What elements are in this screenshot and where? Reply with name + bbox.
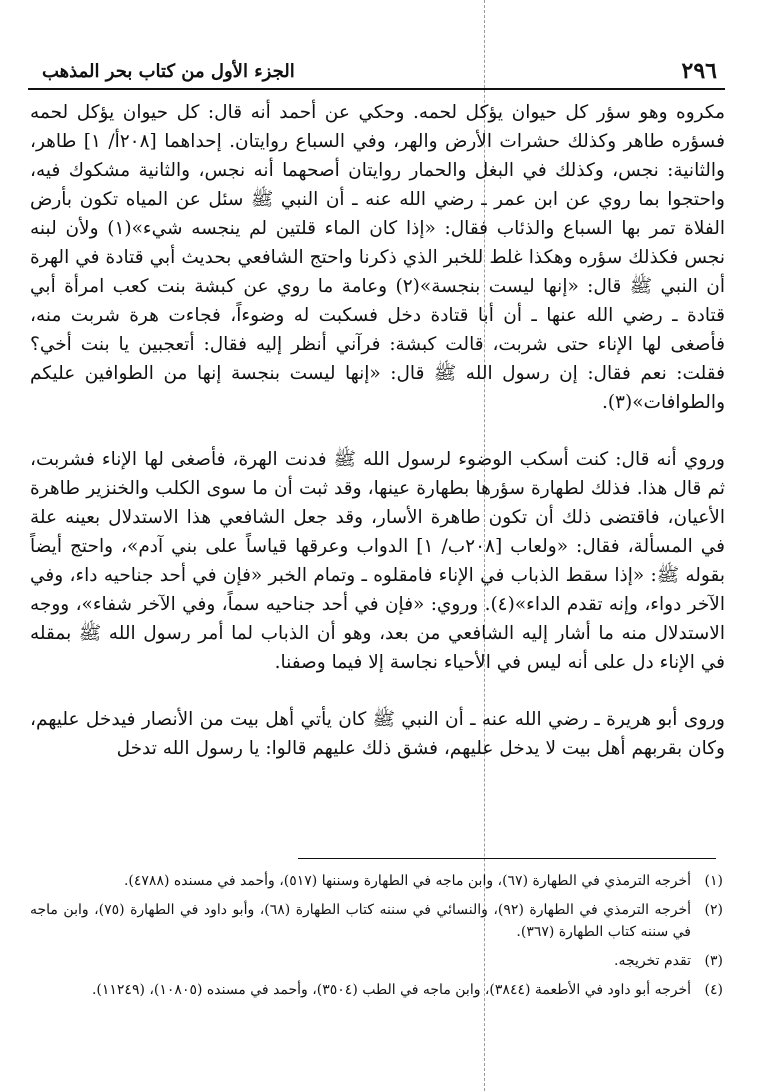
footnote	[30, 979, 723, 1001]
footnote-separator	[298, 858, 716, 859]
paragraph: مكروه وهو سؤر كل حيوان يؤكل لحمه. وحكي عن أحمد أنه قال: كل حيوان يؤكل لحمه فسؤره طاهر وكذلك حشرات الأرض والهر، وفي السباع روايتان. إحداهما [٢٠٨أ/ ١] طاهر، والثانية: نجس، وكذلك في البغل والحمار روايتان أصحهما أنه نجس، والثانية مشكوك فيه، واحتجوا بما روي عن ابن عمر ـ رضي الله عنه ـ أن النبي ﷺ سئل عن المياه تكون بأرض الفلاة تمر بها السباع والذئاب فقال: «إذا كان الماء قلتين لم ينجسه شيء»(١) ولأن لبنه نجس فكذلك سؤره وهكذا غلط للخبر الذي ذكرنا واحتج الشافعي بحديث أبي قتادة في الهرة أن النبي ﷺ قال: «إنها ليست بنجسة»(٢) وعامة ما روي عن كبشة بنت كعب امرأة أبي قتادة ـ رضي الله عنها ـ أن أبا قتادة دخل فسكبت له وضوءاً، فجاءت هرة شربت منه، فأصغى لها الإناء حتى شربت، قالت كبشة: فرآني أنظر إليه فقال: أتعجبين يا بنت أخي؟ فقلت: نعم فقال: إن رسول الله ﷺ قال: «إنها ليست بنجسة إنها من الطوافين عليكم والطوافات»(٣).	[30, 102, 725, 413]
footnote-number: (٣)	[704, 953, 723, 969]
footnote-number: (٤)	[704, 982, 723, 998]
running-title: الجزء الأول من كتاب بحر المذهب	[42, 61, 295, 82]
page-number: ٢٩٦	[681, 58, 717, 84]
footnote-text: أخرجه الترمذي في الطهارة (٦٧)، وابن ماجه في الطهارة وسننها (٥١٧)، وأحمد في مسنده (٤٧٨٨).	[123, 873, 691, 889]
footnote-number: (١)	[704, 873, 723, 889]
main-text	[30, 98, 725, 763]
footnote-number: (٢)	[704, 902, 723, 918]
footnote-text: أخرجه الترمذي في الطهارة (٩٢)، والنسائي في سننه كتاب الطهارة (٦٨)، وأبو داود في الطهارة (٧٥)، وابن ماجه في سننه كتاب الطهارة (٣٦٧).	[30, 902, 691, 940]
page-header	[28, 58, 725, 90]
footnote	[30, 870, 723, 892]
footnotes	[30, 870, 723, 1008]
paragraph: وروى أبو هريرة ـ رضي الله عنه ـ أن النبي ﷺ كان يأتي أهل بيت من الأنصار فيدخل عليهم، وكان بقربهم أهل بيت لا يدخل عليهم، فشق ذلك عليهم قالوا: يا رسول الله تدخل	[30, 709, 725, 759]
footnote	[30, 899, 723, 943]
footnote	[30, 950, 723, 972]
footnote-text: تقدم تخريجه.	[614, 953, 691, 969]
footnote-text: أخرجه أبو داود في الأطعمة (٣٨٤٤)، وابن ماجه في الطب (٣٥٠٤)، وأحمد في مسنده (١٠٨٠٥)، (١١٢٤٩).	[91, 982, 691, 998]
paragraph: وروي أنه قال: كنت أسكب الوضوء لرسول الله ﷺ فدنت الهرة، فأصغى لها الإناء فشربت، ثم قال هذا. فذلك لطهارة سؤرها بطهارة عينها، وقد ثبت أن ما سوى الكلب والخنزير طاهرة الأعيان، فاقتضى ذلك أن تكون طاهرة الأسار، وقد جعل الشافعي هذا الاستدلال بعينه علة في المسألة، فقال: «ولعاب [٢٠٨ب/ ١] الدواب وعرقها قياساً على بني آدم»، واحتج أيضاً بقوله ﷺ: «إذا سقط الذباب في الإناء فامقلوه ـ وتمام الخبر «فإن في أحد جناحيه داء، وفي الآخر دواء، وإنه تقدم الداء»(٤). وروي: «فإن في أحد جناحيه سماً، وفي الآخر شفاء»، ووجه الاستدلال منه ما أشار إليه الشافعي من بعد، وهو أن الذباب لما أمر رسول الله ﷺ بمقله في الإناء دل على أنه ليس في الأحياء نجاسة إلا فيما وصفنا.	[30, 449, 725, 673]
